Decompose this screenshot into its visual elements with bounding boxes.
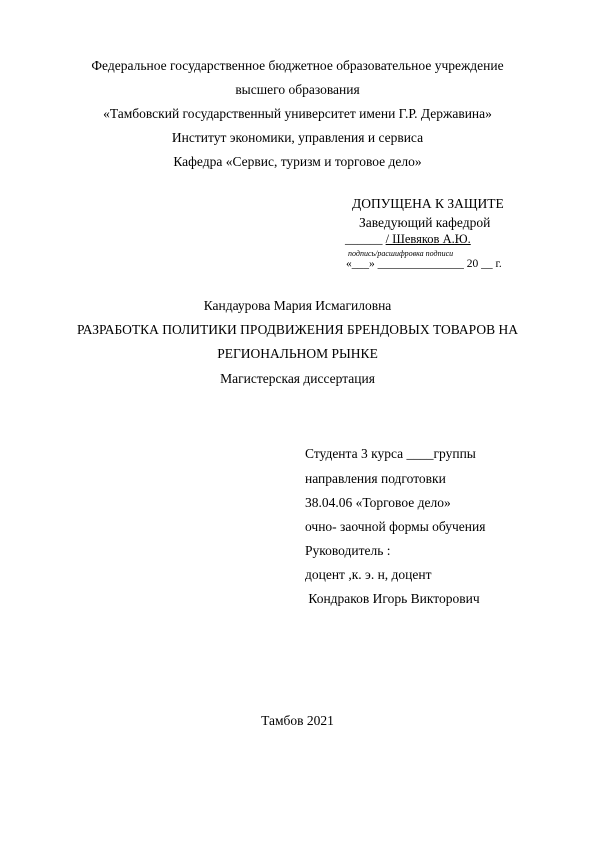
header-university: «Тамбовский государственный университет имени Г.Р. Державина»	[103, 106, 492, 121]
signature-blank: ______	[345, 232, 383, 246]
header-department: Кафедра «Сервис, туризм и торговое дело»	[173, 154, 422, 169]
approval-title: ДОПУЩЕНА К ЗАЩИТЕ	[352, 196, 504, 211]
approval-date-line: «___» _______________ 20 __ г.	[346, 258, 502, 270]
thesis-title-line1: РАЗРАБОТКА ПОЛИТИКИ ПРОДВИЖЕНИЯ БРЕНДОВЫХ ТОВАРОВ НА	[77, 322, 518, 337]
student-study-form: очно- заочной формы обучения	[305, 519, 486, 534]
signature-name: / Шевяков А.Ю.	[385, 232, 471, 246]
student-direction-label: направления подготовки	[305, 471, 446, 486]
header-organization-type: Федеральное государственное бюджетное образовательное учреждение	[91, 58, 504, 73]
thesis-title-line2: РЕГИОНАЛЬНОМ РЫНКЕ	[217, 346, 378, 361]
thesis-type: Магистерская диссертация	[220, 371, 375, 386]
header-institute: Институт экономики, управления и сервиса	[171, 130, 424, 145]
thesis-author: Кандаурова Мария Исмагиловна	[203, 298, 392, 313]
approval-head-of-department: Заведующий кафедрой	[359, 215, 491, 230]
city-year: Тамбов 2021	[261, 713, 334, 728]
signature-caption: подпись/расшифровка подписи	[348, 249, 454, 258]
header-education-level: высшего образования	[235, 82, 360, 97]
student-direction-code: 38.04.06 «Торговое дело»	[305, 495, 451, 510]
supervisor-position: доцент ,к. э. н, доцент	[305, 567, 432, 582]
supervisor-label: Руководитель :	[305, 543, 391, 558]
supervisor-name: Кондраков Игорь Викторович	[305, 591, 480, 606]
approval-signature-line	[345, 232, 471, 247]
student-course-group: Студента 3 курса ____группы	[305, 446, 476, 461]
